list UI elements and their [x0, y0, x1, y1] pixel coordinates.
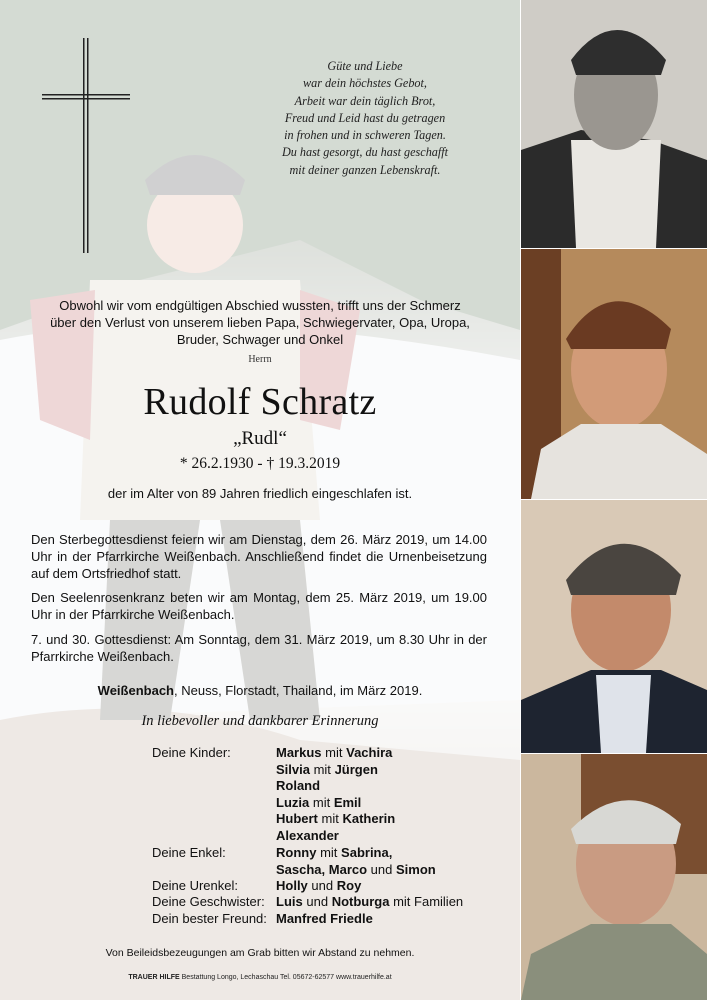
memory-line: In liebevoller und dankbarer Erinnerung — [141, 713, 379, 729]
poem — [240, 58, 490, 179]
list-item: Hubert mit Katherin — [276, 811, 396, 827]
portrait-photo-1 — [521, 0, 707, 248]
poem-line: Du hast gesorgt, du hast geschafft — [281, 145, 449, 160]
enkel-list — [276, 845, 436, 878]
intro-line: über den Verlust von unserem lieben Papa, Schwiegervater, Opa, Uropa, — [50, 315, 470, 330]
label-geschwister: Deine Geschwister: — [152, 894, 265, 909]
list-item: Luzia mit Emil — [276, 794, 362, 810]
salutation: Herrn — [248, 354, 272, 365]
intro-line: Obwohl wir vom endgültigen Abschied wussten, trifft uns der Schmerz — [59, 298, 461, 313]
imprint — [0, 974, 520, 981]
funeral-service-paragraph: Den Sterbegottesdienst feiern wir am Dienstag, dem 26. März 2019, um 14.00 Uhr in der Pfarrkirche Weißenbach. Anschließend findet die Urnenbeisetzung auf dem Ortsfriedhof statt. — [31, 532, 487, 581]
portrait-photo-3 — [521, 500, 707, 753]
label-enkel: Deine Enkel: — [152, 845, 226, 860]
place-date-line — [0, 683, 520, 698]
urenkel-list — [276, 878, 361, 895]
label-urenkel: Deine Urenkel: — [152, 878, 238, 893]
poem-line: Freud und Leid hast du getragen — [284, 110, 446, 125]
photo-column — [521, 0, 707, 1000]
list-item: Markus mit Vachira — [276, 745, 393, 760]
cross-icon — [42, 38, 132, 256]
deceased-name: Rudolf Schratz — [143, 381, 377, 423]
intro-text — [20, 297, 500, 348]
geschwister-list — [276, 894, 463, 911]
footer-note: Von Beileidsbezeugungen am Grab bitten wir Abstand zu nehmen. — [105, 947, 415, 959]
list-item: Luis und Notburga mit Familien — [276, 894, 464, 909]
list-item: Roland — [276, 778, 321, 794]
freund-list — [276, 911, 373, 928]
label-freund: Dein bester Freund: — [152, 911, 267, 926]
label-kinder: Deine Kinder: — [152, 745, 231, 760]
place-town: Weißenbach — [97, 683, 175, 698]
list-item: Alexander — [276, 827, 339, 843]
list-item: Manfred Friedle — [276, 911, 373, 926]
place-rest: , Neuss, Florstadt, Thailand, im März 2019. — [174, 683, 423, 698]
imprint-brand: TRAUER HILFE — [128, 974, 180, 981]
poem-line: war dein höchstes Gebot, — [303, 76, 427, 91]
memorial-mass-paragraph: 7. und 30. Gottesdienst: Am Sonntag, dem 31. März 2019, um 8.30 Uhr in der Pfarrkirche Weißenbach. — [31, 632, 487, 664]
poem-line: Arbeit war dein täglich Brot, — [294, 93, 436, 108]
intro-line: Bruder, Schwager und Onkel — [176, 332, 344, 347]
age-line: der im Alter von 89 Jahren friedlich eingeschlafen ist. — [107, 486, 413, 501]
kinder-list — [276, 745, 395, 845]
list-item: Ronny mit Sabrina, — [276, 845, 393, 860]
list-item: Silvia mit Jürgen — [276, 761, 378, 777]
imprint-text: Bestattung Longo, Lechaschau Tel. 05672-62577 www.trauerhilfe.at — [179, 974, 392, 981]
nickname: „Rudl“ — [233, 428, 287, 449]
list-item: Holly und Roy — [276, 878, 362, 893]
life-dates: * 26.2.1930 - † 19.3.2019 — [179, 455, 341, 472]
poem-line: in frohen und in schweren Tagen. — [284, 128, 446, 143]
rosary-paragraph: Den Seelenrosenkranz beten wir am Montag, dem 25. März 2019, um 19.00 Uhr in der Pfarrkirche Weißenbach. — [31, 590, 487, 622]
poem-line: Güte und Liebe — [327, 59, 403, 73]
portrait-photo-2 — [521, 249, 707, 499]
portrait-photo-4 — [521, 754, 707, 1000]
poem-line: mit deiner ganzen Lebenskraft. — [289, 162, 441, 177]
list-item: Sascha, Marco und Simon — [276, 861, 436, 877]
